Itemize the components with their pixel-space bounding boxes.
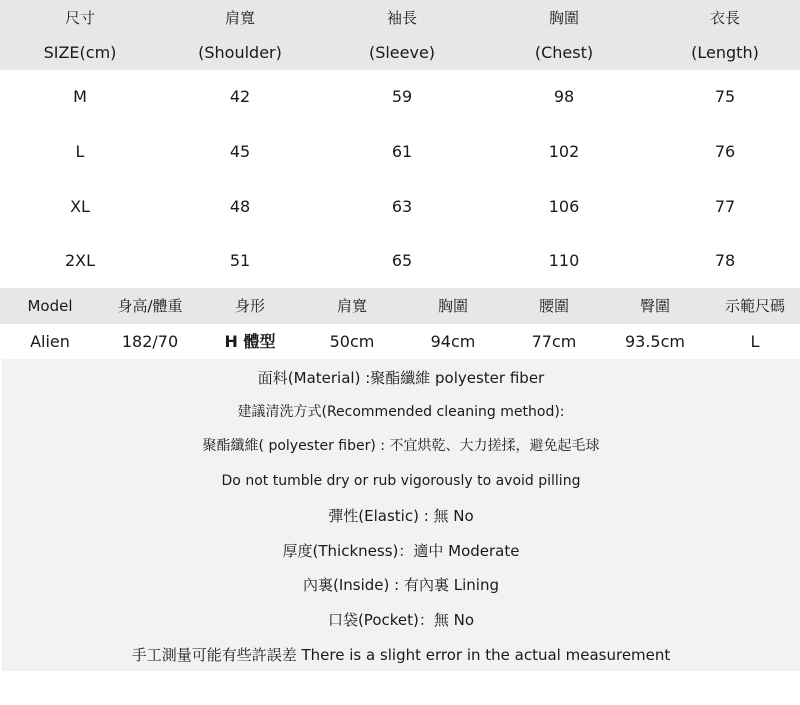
- table-cell: 59: [391, 87, 413, 106]
- table-row: [0, 142, 800, 162]
- header-demo-size: 示範尺碼: [724, 297, 785, 315]
- table-cell: 76: [714, 142, 736, 161]
- model-shoulder: 50cm: [329, 332, 375, 351]
- table-cell: 51: [229, 251, 251, 270]
- model-table-header: [0, 288, 800, 324]
- table-cell: 78: [714, 251, 736, 270]
- table-cell: 48: [229, 197, 251, 216]
- material-line: 面料(Material) :聚酯纖維 polyester fiber: [257, 369, 545, 387]
- thickness-line: 厚度(Thickness)：適中 Moderate: [282, 542, 520, 560]
- header-length-zh: 衣長: [709, 9, 740, 27]
- header-length-en: (Length): [691, 43, 759, 62]
- header-hip: 臀圍: [639, 297, 670, 315]
- cleaning-instruction-zh: 聚酯纖維( polyester fiber) : 不宜烘乾、大力搓揉，避免起毛球: [202, 438, 600, 454]
- header-shoulder: 肩寬: [336, 297, 367, 315]
- table-cell: 63: [391, 197, 413, 216]
- table-cell: L: [75, 142, 85, 161]
- table-row: [0, 251, 800, 271]
- model-name: Alien: [30, 332, 70, 351]
- model-chest: 94cm: [430, 332, 476, 351]
- cleaning-instruction-en: Do not tumble dry or rub vigorously to avoid pilling: [221, 473, 581, 489]
- product-details-panel: [2, 359, 800, 671]
- table-cell: 102: [548, 142, 580, 161]
- table-cell: 98: [553, 87, 575, 106]
- table-cell: 42: [229, 87, 251, 106]
- table-cell: 45: [229, 142, 251, 161]
- model-demo-size: L: [750, 332, 760, 351]
- header-size-zh: 尺寸: [64, 9, 95, 27]
- header-shoulder-en: (Shoulder): [198, 43, 282, 62]
- table-cell: XL: [70, 197, 90, 216]
- model-table-row: [0, 324, 800, 359]
- header-model: Model: [27, 297, 73, 315]
- inside-line: 內裏(Inside) : 有內裏 Lining: [303, 576, 499, 594]
- table-cell: 110: [548, 251, 580, 270]
- size-table-header: [0, 0, 800, 70]
- measurement-note: 手工測量可能有些許誤差 There is a slight error in the actual measurement: [131, 646, 671, 664]
- header-chest: 胸圍: [437, 297, 468, 315]
- header-chest-zh: 胸圍: [548, 9, 579, 27]
- cleaning-heading: 建議清洗方式(Recommended cleaning method):: [237, 404, 565, 420]
- table-cell: 75: [714, 87, 736, 106]
- table-cell: 77: [714, 197, 736, 216]
- model-hip: 93.5cm: [624, 332, 685, 351]
- header-sleeve-zh: 袖長: [386, 9, 417, 27]
- pocket-line: 口袋(Pocket)：無 No: [327, 611, 475, 629]
- header-height-weight: 身高/體重: [117, 297, 183, 315]
- size-table-body: [0, 70, 800, 288]
- header-size-en: SIZE(cm): [43, 43, 117, 62]
- table-row: [0, 197, 800, 217]
- elastic-line: 彈性(Elastic) : 無 No: [328, 507, 474, 525]
- model-waist: 77cm: [531, 332, 577, 351]
- header-shoulder-zh: 肩寬: [224, 9, 255, 27]
- table-cell: 2XL: [64, 251, 96, 270]
- header-body-type: 身形: [234, 297, 265, 315]
- table-cell: 61: [391, 142, 413, 161]
- model-body-type: H 體型: [224, 332, 276, 351]
- table-row: [0, 87, 800, 107]
- header-chest-en: (Chest): [534, 43, 594, 62]
- table-cell: M: [73, 87, 87, 106]
- header-sleeve-en: (Sleeve): [368, 43, 436, 62]
- table-cell: 65: [391, 251, 413, 270]
- model-height-weight: 182/70: [121, 332, 179, 351]
- table-cell: 106: [548, 197, 580, 216]
- header-waist: 腰圍: [538, 297, 569, 315]
